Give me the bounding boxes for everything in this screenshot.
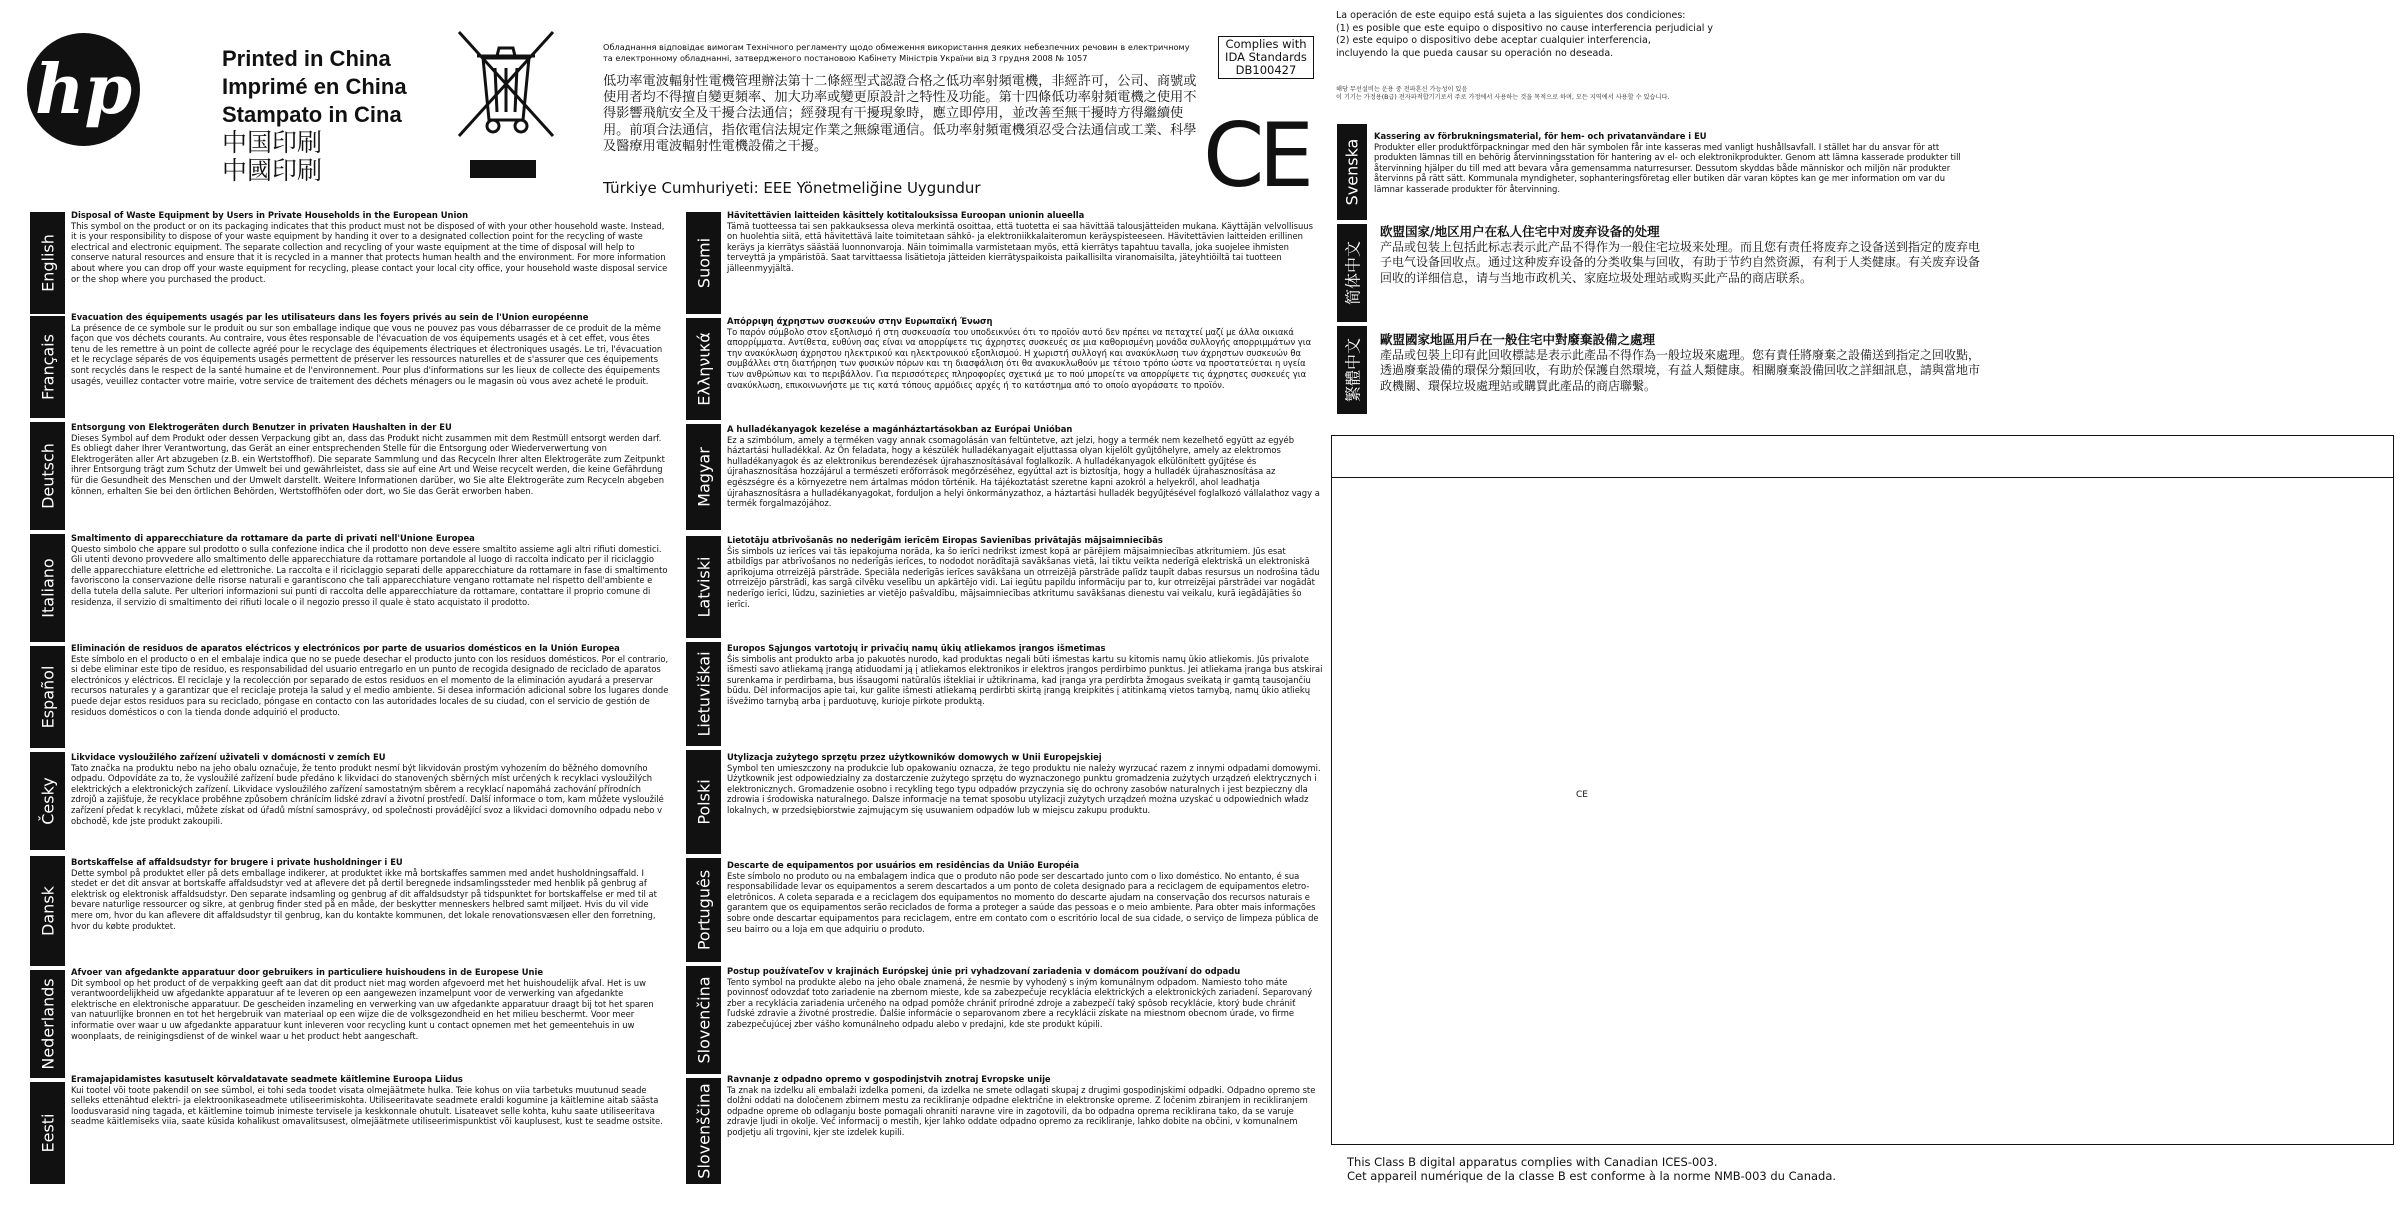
section-dansk xyxy=(71,857,669,931)
tab-label: Slovenščina xyxy=(694,1083,713,1179)
ida-line: Complies with xyxy=(1225,37,1307,51)
tab-label: Ελληνικά xyxy=(694,332,713,406)
tab-portugues xyxy=(686,858,721,962)
section-title: 歐盟國家地區用戶在一般住宅中對廢棄設備之處理 xyxy=(1380,332,1656,347)
mexico-compliance xyxy=(1336,10,1936,60)
section-body: Symbol ten umieszczony na produkcie lub opakowaniu oznacza, że tego produktu nie należy wyrzucać razem z innymi odpadami domowymi. Użytkownik jest odpowiedzialny za dostarczenie zużytego sprzętu do wyznaczonego punktu gromadzenia zużytych urządzeń elektrycznych i elektronicznych. Gromadzenie osobno i recykling tego typu odpadów przyczynia się do ochrony zasobów naturalnych i jest bezpieczny dla zdrowia i środowiska naturalnego. Dalsze informacje na temat sposobu utylizacji zużytych urządzeń można uzyskać u odpowiednich władz lokalnych, w przedsiębiorstwie zajmującym się usuwaniem odpadów lub w miejscu zakupu produktu. xyxy=(727,762,1321,815)
tab-deutsch xyxy=(30,422,65,530)
printed-in-block xyxy=(222,45,407,185)
section-magyar xyxy=(727,424,1323,509)
section-italiano xyxy=(71,533,669,607)
tab-suomi xyxy=(686,212,721,314)
ida-line: IDA Standards xyxy=(1225,50,1307,64)
ida-standards-box xyxy=(1218,36,1314,79)
section-body: This symbol on the product or on its packaging indicates that this product must not be disposed of with your other household waste. Instead, it is your responsibility to dispose of your waste equipment by handing it over to a designated collection point for the recycling of waste electrical and electronic equipment. The separate collection and recycling of your waste equipment at the time of disposal will help to conserve natural resources and ensure that it is recycled in a manner that protects human health and the environment. For more information about where you can drop off your waste equipment for recycling, please contact your local city office, your household waste disposal service or the shop where you purchased the product. xyxy=(71,220,668,284)
section-body: Šis simbolis ant produkto arba jo pakuotės nurodo, kad produktas negali būti išmestas kartu su kitomis namų ūkio atliekomis. Jūs privalote išmesti savo atliekamą įrangą atiduodami ją į atliekamos elektronikos ir elektros įrangos perdirbimo punktus. Jei atliekama įranga bus atskirai surenkama ir perdirbama, bus išsaugomi natūralūs ištekliai ir užtikrinama, kad įranga yra perdirbta žmogaus sveikatą ir gamtą tausojančiu būdu. Dėl informacijos apie tai, kur galite išmesti atliekamą perdirbti skirtą įrangą kreipkitės į atitinkamą vietos tarnybą, namų ūkio atliekų išvežimo tarnybą arba į parduotuvę, kurioje pirkote produktą. xyxy=(727,653,1323,706)
section-body: Este símbolo en el producto o en el embalaje indica que no se puede desechar el producto junto con los residuos domésticos. Por el contrario, si debe eliminar este tipo de residuo, es responsabilidad del usuario entregarlo en un punto de recogida designado de reciclado de aparatos electrónicos y eléctricos. El reciclaje y la recolección por separado de estos residuos en el momento de la eliminación ayudará a preservar recursos naturales y a garantizar que el reciclaje proteja la salud y el medio ambiente. Si desea información adicional sobre los lugares donde puede dejar estos residuos para su reciclado, póngase en contacto con las autoridades locales de su ciudad, con el servicio de gestión de residuos domésticos o con la tienda donde adquirió el producto. xyxy=(71,653,669,717)
tab-magyar xyxy=(686,424,721,530)
section-english xyxy=(71,210,669,284)
section-body: Tato značka na produktu nebo na jeho obalu označuje, že tento produkt nesmí být likvidován prostým vyhozením do běžného domovního odpadu. Odpovídáte za to, že vysloužilé zařízení bude předáno k likvidaci do stanovených sběrných míst určených k recyklaci vysloužilých elektrických a elektronických zařízení. Likvidace vysloužilého zařízení samostatným sběrem a recyklací napomáhá zachování přírodních zdrojů a zajišťuje, že recyklace proběhne způsobem chránícím lidské zdraví a životní prostředí. Další informace o tom, kam můžete vysloužilé zařízení předat k recyklaci, můžete získat od úřadů místní samosprávy, od společnosti provádějící svoz a likvidaci domovního odpadu nebo v obchodě, kde jste produkt zakoupili. xyxy=(71,762,664,826)
tab-label: Português xyxy=(694,869,713,951)
section-title: Hävitettävien laitteiden käsittely kotitalouksissa Euroopan unionin alueella xyxy=(727,210,1085,220)
tab-ellinika xyxy=(686,318,721,420)
section-body: Produkter eller produktförpackningar med den här symbolen får inte kasseras med vanligt hushållsavfall. I stället har du ansvar för att produkten lämnas till en behörig återvinningsstation för hantering av el- och elektronikprodukter. Genom att lämna kasserade produkter till återvinning hjälper du till med att bevara våra gemensamma naturresurser. Dessutom skyddas både människor och miljön när produkter återvinns på rätt sätt. Kommunala myndigheter, sophanteringsföretag eller butiken där varan köptes kan ge mer information om var du lämnar kasserade produkter för återvinning. xyxy=(1374,141,1961,194)
tab-lietuviskai xyxy=(686,642,721,746)
section-title: Απόρριψη άχρηστων συσκευών στην Ευρωπαϊκή Ένωση xyxy=(727,316,993,326)
tab-label: Svenska xyxy=(1342,138,1362,206)
tab-label: Français xyxy=(38,334,57,400)
section-title: Eliminación de residuos de aparatos eléctricos y electrónicos por parte de usuarios domésticos en la Unión Europea xyxy=(71,643,620,653)
section-body: Dette symbol på produktet eller på dets emballage indikerer, at produktet ikke må bortskaffes sammen med andet husholdningsaffald. I stedet er det dit ansvar at bortskaffe affaldsudstyr ved at aflevere det på dertil beregnede indsamlingssteder med henblik på genbrug af elektrisk og elektronisk affaldsudstyr. Den separate indsamling og genbrug af dit affaldsudstyr på tidspunktet for bortskaffelse er med til at bevare naturlige ressourcer og sikre, at genbrug finder sted på en måde, der beskytter menneskers helbred samt miljøet. Hvis du vil vide mere om, hvor du kan aflevere dit affaldsudstyr til genbrug, kan du kontakte kommunen, det lokale renovationsvæsen eller den forretning, hvor du købte produktet. xyxy=(71,867,657,931)
tab-label: Dansk xyxy=(38,886,57,936)
section-title: Ravnanje z odpadno opremo v gospodinjstvih znotraj Evropske unije xyxy=(727,1074,1051,1084)
section-slovencina xyxy=(727,966,1323,1030)
tab-eesti xyxy=(30,1082,65,1184)
tab-dansk xyxy=(30,856,65,966)
printed-line-cn: 中国印刷 xyxy=(222,129,323,157)
tab-espanol xyxy=(30,646,65,748)
mexico-line: La operación de este equipo está sujeta a las siguientes dos condiciones: xyxy=(1336,10,1686,21)
hp-logo xyxy=(27,33,140,146)
turkey-compliance: Türkiye Cumhuriyeti: EEE Yönetmeliğine Uygundur xyxy=(603,179,981,197)
tab-english xyxy=(30,212,65,314)
korea-compliance xyxy=(1336,86,1936,102)
section-body: Šis simbols uz ierīces vai tās iepakojuma norāda, ka šo ierīci nedrīkst izmest kopā ar pārējiem mājsaimniecības atkritumiem. Jūs esat atbildīgs par atbrīvošanos no nederīgās ierīces, to nododot norādītajā savākšanas vietā, lai tiktu veikta nederīgā elektriskā un elektroniskā aprīkojuma otrreizējā pārstrāde. Speciāla nederīgās ierīces savākšana un otrreizējā pārstrāde palīdz taupīt dabas resursus un nodrošina tādu otrreizējo pārstrādi, kas sargā cilvēku veselību un apkārtējo vidi. Lai iegūtu papildu informāciju par to, kur otrreizējai pārstrādei var nogādāt nederīgo ierīci, lūdzu, sazinieties ar vietējo pašvaldību, mājsaimniecības atkritumu savākšanas dienestu vai veikalu, kurā iegādājāties šo ierīci. xyxy=(727,545,1320,609)
section-francais xyxy=(71,312,669,386)
section-latviski xyxy=(727,535,1323,609)
tab-label: Deutsch xyxy=(38,443,57,509)
section-title: 欧盟国家/地区用户在私人住宅中对废弃设备的处理 xyxy=(1380,224,1660,239)
canada-compliance xyxy=(1347,1155,1836,1183)
ce-mark: CE xyxy=(1203,104,1309,207)
section-title: Eramajapidamistes kasutuselt kõrvaldatavate seadmete käitlemine Euroopa Liidus xyxy=(71,1074,463,1084)
tab-francais xyxy=(30,316,65,418)
ida-line: DB100427 xyxy=(1235,63,1297,77)
section-nederlands xyxy=(71,967,669,1041)
section-title: A hulladékanyagok kezelése a magánháztartásokban az Európai Unióban xyxy=(727,424,1073,434)
section-eesti xyxy=(71,1074,669,1127)
section-cesky xyxy=(71,752,669,826)
section-body: 产品或包装上包括此标志表示此产品不得作为一般住宅垃圾来处理。而且您有责任将废弃之设备送到指定的废弃电子电气设备回收点。通过这种废弃设备的分类收集与回收，有助于节约自然资源，有利于人类健康。有关废弃设备回收的详细信息，请与当地市政机关、家庭垃圾处理站或购买此产品的商店联系。 xyxy=(1380,239,1981,285)
tab-label: Polski xyxy=(694,779,713,825)
tab-nederlands xyxy=(30,970,65,1078)
taiwan-compliance: 低功率電波輻射性電機管理辦法第十二條經型式認證合格之低功率射頻電機，非經許可，公司、商號或使用者均不得擅自變更頻率、加大功率或變更原設計之特性及功能。第十四條低功率射頻電機之使用不得影響飛航安全及干擾合法通信；經發現有干擾現象時，應立即停用，並改善至無干擾時方得繼續使用。前項合法通信，指依電信法規定作業之無線電通信。低功率射頻電機須忍受合法通信或工業、科學及醫療用電波輻射性電機設備之干擾。 xyxy=(603,74,1197,154)
tab-slovenscina xyxy=(686,1078,721,1184)
section-title: Kassering av förbrukningsmaterial, för hem- och privatanvändare i EU xyxy=(1374,131,1707,141)
weee-bin-icon xyxy=(453,28,559,140)
tab-label: Nederlands xyxy=(38,978,57,1070)
section-body: Este símbolo no produto ou na embalagem indica que o produto não pode ser descartado junto com o lixo doméstico. No entanto, é sua responsabilidade levar os equipamentos a serem descartados a um ponto de coleta designado para a reciclagem de equipamentos eletro-eletrônicos. A coleta separada e a reciclagem dos equipamentos no momento do descarte ajudam na conservação dos recursos naturais e garantem que os equipamentos serão reciclados de forma a proteger a saúde das pessoas e o meio ambiente. Para obter mais informações sobre onde descartar equipamentos para reciclagem, entre em contato com o escritório local de sua cidade, o serviço de limpeza pública de seu bairro ou a loja em que adquiriu o produto. xyxy=(727,870,1319,934)
section-suomi xyxy=(727,210,1323,274)
canada-line: This Class B digital apparatus complies with Canadian ICES-003. xyxy=(1347,1155,1718,1169)
hp-logo-text: hp xyxy=(35,49,132,130)
section-title: Smaltimento di apparecchiature da rottamare da parte di privati nell'Unione Europea xyxy=(71,533,475,543)
small-ce-mark: CE xyxy=(1576,790,1588,800)
tab-latviski xyxy=(686,536,721,638)
section-body: Kui tootel või toote pakendil on see sümbol, ei tohi seda toodet visata olmejäätmete hulka. Teie kohus on viia tarbetuks muutunud seade selleks ettenähtud elektri- ja elektroonikaseadmete utiliseerimiskohta. Utiliseeritavate seadmete eraldi kogumine ja käitlemine aitab säästa loodusvarasid ning tagada, et käitlemine toimub inimeste tervisele ja keskkonnale ohutult. Lisateavet selle kohta, kuhu saate utiliseeritava seadme käitlemiseks viia, saate küsida kohalikust omavalitsusest, olmejäätmete utiliseerimispunktist või kauplusest, kust te seadme ostsite. xyxy=(71,1084,663,1127)
tab-polski xyxy=(686,750,721,854)
blank-panel xyxy=(1331,435,2394,1145)
section-portugues xyxy=(727,860,1323,934)
section-body: Tento symbol na produkte alebo na jeho obale znamená, že nesmie by vyhodený s iným komunálnym odpadom. Namiesto toho máte povinnosť odovzdať toto zariadenie na zbernom mieste, kde sa zabezpečuje recyklácia elektrických a elektronických zariadení. Separovaný zber a recyklácia zariadenia určeného na odpad pomôže chrániť prírodné zdroje a zabezpečí taký spôsob recyklácie, ktorý bude chrániť ľudské zdravie a životné prostredie. Ďalšie informácie o separovanom zbere a recyklácii získate na miestnom obecnom úrade, vo firme zabezpečujúcej zber vášho komunálneho odpadu alebo v predajni, kde ste produkt kúpili. xyxy=(727,976,1313,1029)
section-title: Lietotāju atbrīvošanās no nederīgām ierīcēm Eiropas Savienības privātajās mājsaimniecībās xyxy=(727,535,1163,545)
section-title: Bortskaffelse af affaldsudstyr for brugere i private husholdninger i EU xyxy=(71,857,403,867)
tab-label: Magyar xyxy=(694,447,713,507)
section-title: Utylizacja zużytego sprzętu przez użytkowników domowych w Unii Europejskiej xyxy=(727,752,1102,762)
printed-line: Printed in China xyxy=(222,46,391,71)
section-title: Postup používateľov v krajinách Európskej únie pri vyhadzovaní zariadenia v domácom používaní do odpadu xyxy=(727,966,1241,976)
section-body: 產品或包裝上印有此回收標誌是表示此產品不得作為一般垃圾來處理。您有責任將廢棄之設備送到指定之回收點，透過廢棄設備的環保分類回收，有助於保護自然環境，有益人類健康。相關廢棄設備回收之詳細訊息，請與當地市政機關、環保垃圾處理站或購買此產品的商店聯繫。 xyxy=(1380,347,1981,393)
tab-label: Español xyxy=(38,665,57,729)
tab-label: Latviski xyxy=(694,556,713,618)
tab-label: English xyxy=(38,234,57,292)
printed-line: Stampato in Cina xyxy=(222,102,402,127)
section-body: Tämä tuotteessa tai sen pakkauksessa oleva merkintä osoittaa, että tuotetta ei saa hävittää talousjätteiden mukana. Käyttäjän velvollisuus on huolehtia siitä, että hävitettävä laite toimitetaan sähkö- ja elektroniikkalaiteromun keräyspisteeseen. Hävitettävien laitteiden erillinen keräys ja kierrätys säästää luonnonvaroja. Näin toimimalla varmistetaan myös, että kierrätys tapahtuu tavalla, joka suojelee ihmisten terveyttä ja ympäristöä. Saat tarvittaessa lisätietoja jätteiden kierrätyspaikoista paikallisilta viranomaisilta, jäteyhtiöiltä tai tuotteen jälleenmyyjältä. xyxy=(727,220,1313,273)
section-svenska xyxy=(1374,131,1972,195)
printed-line-cn: 中國印刷 xyxy=(222,157,323,185)
section-body: La présence de ce symbole sur le produit ou sur son emballage indique que vous ne pouvez pas vous débarrasser de ce produit de la même façon que vos déchets courants. Au contraire, vous êtes responsable de l'évacuation de vos équipements usagés et à cet effet, vous êtes tenu de les remettre à un point de collecte agréé pour le recyclage des équipements électriques et électroniques usagés. Le tri, l'évacuation et le recyclage séparés de vos équipements usagés permettent de préserver les ressources naturelles et de s'assurer que ces équipements sont recyclés dans le respect de la santé humaine et de l'environnement. Pour plus d'informations sur les lieux de collecte des équipements usagés, veuillez contacter votre mairie, votre service de traitement des déchets ménagers ou le magasin où vous avez acheté le produit. xyxy=(71,322,663,386)
section-simplified-chinese xyxy=(1380,224,1980,286)
korea-line: 이 기기는 가정용(B급) 전자파적합기기로서 주로 가정에서 사용하는 것을 목적으로 하며, 모든 지역에서 사용할 수 있습니다. xyxy=(1336,94,1670,101)
section-title: Descarte de equipamentos por usuários em residências da União Européia xyxy=(727,860,1080,870)
section-title: Afvoer van afgedankte apparatuur door gebruikers in particuliere huishoudens in de Europese Unie xyxy=(71,967,544,977)
tab-label: 繁體中文 xyxy=(1343,337,1363,403)
section-traditional-chinese xyxy=(1380,332,1980,394)
canada-line: Cet appareil numérique de la classe B est conforme à la norme NMB-003 du Canada. xyxy=(1347,1169,1837,1183)
blank-panel-divider xyxy=(1331,477,2394,478)
tab-label: Eesti xyxy=(38,1113,57,1153)
section-ellinika xyxy=(727,316,1323,390)
section-lietuviskai xyxy=(727,643,1323,707)
tab-simplified-chinese xyxy=(1337,224,1367,322)
tab-cesky xyxy=(30,752,65,850)
tab-traditional-chinese xyxy=(1337,326,1367,414)
tab-label: Suomi xyxy=(694,237,713,289)
mexico-line: (2) este equipo o dispositivo debe aceptar cualquier interferencia, xyxy=(1336,35,1651,46)
tab-label: 简体中文 xyxy=(1343,240,1363,306)
section-title: Evacuation des équipements usagés par les utilisateurs dans les foyers privés au sein de l'Union européenne xyxy=(71,312,589,322)
section-deutsch xyxy=(71,422,669,496)
section-body: Ez a szimbólum, amely a terméken vagy annak csomagolásán van feltüntetve, azt jelzi, hogy a termék nem kezelhető együtt az egyéb háztartási hulladékkal. Az Ön feladata, hogy a készülék hulladékanyagait eljuttassa olyan kijelölt gyűjtőhelyre, amely az elektromos hulladékanyagok és az elektronikus berendezések újrahasznosításával foglalkozik. A hulladékanyagok elkülönített gyűjtése és újrahasznosítása hozzájárul a természeti erőforrások megőrzéséhez, egyúttal azt is biztosítja, hogy a hulladék újrahasznosítása az egészségre és a környezetre nem ártalmas módon történik. Ha tájékoztatást szeretne kapni azokról a helyekről, ahol leadhatja újrahasznosításra a hulladékanyagokat, forduljon a helyi önkormányzathoz, a háztartási hulladék begyűjtésével foglalkozó vállalathoz vagy a termék forgalmazójához. xyxy=(727,434,1320,509)
section-body: Ta znak na izdelku ali embalaži izdelka pomeni, da izdelka ne smete odlagati skupaj z drugimi gospodinjskimi odpadki. Odpadno opremo ste dolžni oddati na določenem zbirnem mestu za recikliranje odpadne električne in elektronske opreme. Z ločenim zbiranjem in recikliranjem odpadne opreme ob odlaganju boste pomagali ohraniti naravne vire in zagotovili, da bo odpadna oprema reciklirana tako, da se varuje zdravje ljudi in okolje. Več informacij o mestih, kjer lahko oddate odpadno opremo za recikliranje, lahko dobite na občini, v komunalnem podjetju ali trgovini, kjer ste izdelek kupili. xyxy=(727,1084,1316,1137)
section-body: Dieses Symbol auf dem Produkt oder dessen Verpackung gibt an, dass das Produkt nicht zusammen mit dem Restmüll entsorgt werden darf. Es obliegt daher Ihrer Verantwortung, das Gerät an einer entsprechenden Stelle für die Entsorgung oder Wiederverwertung von Elektrogeräten aller Art abzugeben (z.B. ein Wertstoffhof). Die separate Sammlung und das Recyceln Ihrer alten Elektrogeräte zum Zeitpunkt ihrer Entsorgung trägt zum Schutz der Umwelt bei und gewährleistet, dass sie auf eine Art und Weise recycelt werden, die keine Gefährdung für die Gesundheit des Menschen und der Umwelt darstellt. Weitere Informationen darüber, wo Sie alte Elektrogeräte zum Recyceln abgeben können, erhalten Sie bei den örtlichen Behörden, Wertstoffhöfen oder dort, wo Sie das Gerät erworben haben. xyxy=(71,432,665,496)
weee-bar xyxy=(470,160,536,178)
tab-svenska xyxy=(1337,124,1367,220)
tab-label: Slovenčina xyxy=(694,976,713,1064)
korea-line: 해당 무선설비는 운용 중 전파혼신 가능성이 있음 xyxy=(1336,86,1468,93)
section-title: Europos Sąjungos vartotojų ir privačių namų ūkių atliekamos įrangos išmetimas xyxy=(727,643,1106,653)
tab-label: Lietuviškai xyxy=(694,651,713,737)
section-title: Disposal of Waste Equipment by Users in Private Households in the European Union xyxy=(71,210,469,220)
section-title: Entsorgung von Elektrogeräten durch Benutzer in privaten Haushalten in der EU xyxy=(71,422,452,432)
mexico-line: (1) es posible que este equipo o dispositivo no cause interferencia perjudicial y xyxy=(1336,22,1714,34)
section-body: Questo simbolo che appare sul prodotto o sulla confezione indica che il prodotto non deve essere smaltito assieme agli altri rifiuti domestici. Gli utenti devono provvedere allo smaltimento delle apparecchiature da rottamare portandole al luogo di raccolta indicato per il riciclaggio delle apparecchiature elettriche ed elettroniche. La raccolta e il riciclaggio separati delle apparecchiature da rottamare in fase di smaltimento favoriscono la conservazione delle risorse naturali e garantiscono che tali apparecchiature vengano rottamate nel rispetto dell'ambiente e della tutela della salute. Per ulteriori informazioni sui punti di raccolta delle apparecchiature da rottamare, contattare il proprio comune di residenza, il servizio di smaltimento dei rifiuti locale o il negozio presso il quale è stato acquistato il prodotto. xyxy=(71,543,668,607)
tab-slovencina xyxy=(686,966,721,1074)
ukraine-compliance: Обладнання відповідає вимогам Технічного регламенту щодо обмеження використання деяких небезпечних речовин в електричному та електронному обладнанні, затвердженого постановою Кабінету Міністрів України від 3 грудня 2008 № 1057 xyxy=(603,42,1190,63)
mexico-line: incluyendo la que pueda causar su operación no deseada. xyxy=(1336,47,1614,59)
section-polski xyxy=(727,752,1323,816)
section-espanol xyxy=(71,643,669,717)
tab-italiano xyxy=(30,534,65,642)
section-body: Dit symbool op het product of de verpakking geeft aan dat dit product niet mag worden afgevoerd met het huishoudelijk afval. Het is uw verantwoordelijkheid uw afgedankte apparatuur af te leveren op een aangewezen inzamelpunt voor de verwerking van afgedankte elektrische en elektronische apparatuur. De gescheiden inzameling en verwerking van uw afgedankte apparatuur draagt bij tot het sparen van natuurlijke bronnen en tot het hergebruik van materiaal op een wijze die de volksgezondheid en het milieu beschermt. Voor meer informatie over waar u uw afgedankte apparatuur kunt inleveren voor recycling kunt u contact opnemen met het gemeentehuis in uw woonplaats, de reinigingsdienst of de winkel waar u het product hebt aangeschaft. xyxy=(71,977,654,1041)
tab-label: Česky xyxy=(38,777,57,825)
section-slovenscina xyxy=(727,1074,1323,1138)
section-title: Likvidace vysloužilého zařízení uživateli v domácnosti v zemích EU xyxy=(71,752,386,762)
section-body: Το παρόν σύμβολο στον εξοπλισμό ή στη συσκευασία του υποδεικνύει ότι το προϊόν αυτό δεν πρέπει να πεταχτεί μαζί με άλλα οικιακά απορρίμματα. Αντίθετα, ευθύνη σας είναι να απορρίψετε τις άχρηστες συσκευές σε μια καθορισμένη μονάδα συλλογής απορριμμάτων για την ανακύκλωση άχρηστου ηλεκτρικού και ηλεκτρονικού εξοπλισμού. Η χωριστή συλλογή και ανακύκλωση των άχρηστων συσκευών θα συμβάλλει στη διατήρηση των φυσικών πόρων και τη διασφάλιση ότι θα ανακυκλωθούν με τέτοιο τρόπο ώστε να προστατεύεται η υγεία των ανθρώπων και το περιβάλλον. Για περισσότερες πληροφορίες σχετικά με το πού μπορείτε να απορρίψετε τις άχρηστες συσκευές για ανακύκλωση, επικοινωνήστε με τις κατά τόπους αρμόδιες αρχές ή το κατάστημα από το οποίο αγοράσατε το προϊόν. xyxy=(727,326,1312,390)
printed-line: Imprimé en China xyxy=(222,74,407,99)
tab-label: Italiano xyxy=(38,558,57,618)
